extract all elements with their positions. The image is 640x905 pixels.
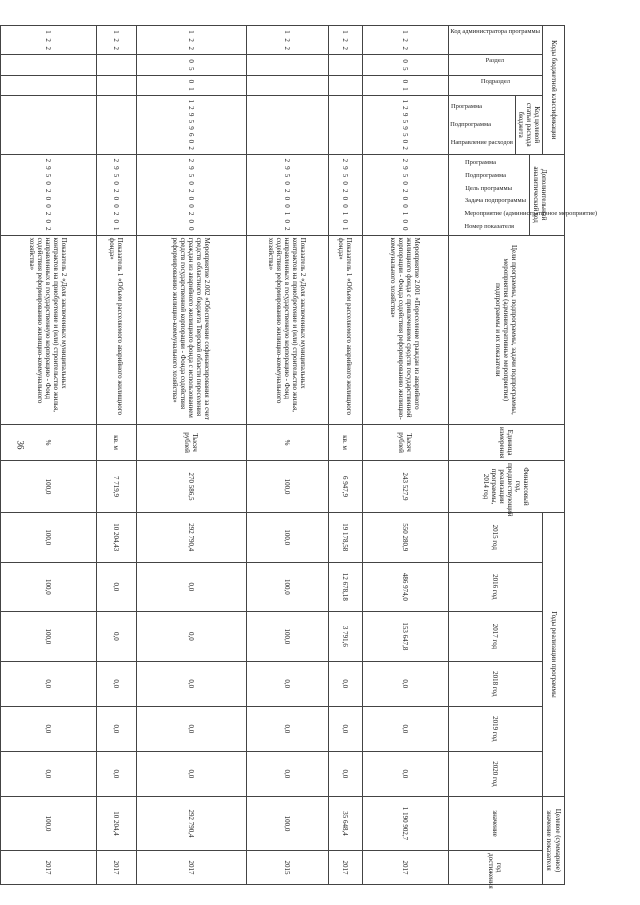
- code-digit: 2: [44, 38, 53, 42]
- row-value: 0,0: [246, 661, 328, 706]
- code-digit: 5: [341, 173, 350, 178]
- budget-table-sheet: [27, 25, 598, 889]
- razdel-cell: [246, 55, 328, 75]
- extra-code-cell: [96, 154, 136, 235]
- code-digit: 2: [44, 211, 53, 216]
- row-value: 100,0: [246, 612, 328, 662]
- row-value: 0,0: [246, 751, 328, 796]
- code-digit: 2: [112, 46, 121, 50]
- code-digit: 2: [187, 211, 196, 216]
- row-value: 3 791,6: [328, 612, 362, 662]
- row-value: 100,0: [246, 512, 328, 562]
- code-digit: 2: [341, 46, 350, 50]
- row-value: 0,0: [96, 751, 136, 796]
- row-value: 100,0: [246, 562, 328, 612]
- code-digit: 2: [44, 46, 53, 50]
- code-digit: 0: [283, 181, 292, 185]
- target-article-cell: [328, 95, 362, 154]
- row-value: 0,0: [362, 706, 448, 751]
- code-digit: 0: [401, 79, 410, 84]
- code-digit: 0: [401, 219, 410, 223]
- code-digit: 5: [187, 67, 196, 71]
- code-digit: 0: [283, 196, 292, 201]
- code-digit: 5: [112, 173, 121, 178]
- code-digit: 1: [44, 30, 53, 34]
- header-year-2017: 2017 год: [448, 612, 542, 662]
- header-extra-subcol: Программа: [464, 159, 496, 167]
- row-unit: %: [0, 425, 96, 461]
- code-digit: 2: [187, 106, 196, 110]
- code-digit: 2: [341, 38, 350, 42]
- target-article-cell: [136, 95, 246, 154]
- row-value: 486 974,0: [362, 562, 448, 612]
- extra-code-cell: [328, 154, 362, 235]
- code-digit: 1: [187, 87, 196, 91]
- code-digit: 5: [401, 119, 410, 124]
- row-value: 2017: [136, 851, 246, 885]
- extra-code-cell: [362, 154, 448, 235]
- row-value: 0,0: [136, 562, 246, 612]
- code-digit: 1: [187, 30, 196, 34]
- header-year-2020: 2020 год: [448, 751, 542, 796]
- row-value: 100,0: [0, 461, 96, 513]
- row-value: 0,0: [362, 661, 448, 706]
- row-value: 6 947,9: [328, 461, 362, 513]
- code-digit: 2: [112, 189, 121, 193]
- row-value: 292 790,4: [136, 512, 246, 562]
- row-value: 0,0: [328, 751, 362, 796]
- row-value: 0,0: [96, 562, 136, 612]
- row-value: 270 586,5: [136, 461, 246, 513]
- target-article-cell: [0, 95, 96, 154]
- row-value: 153 647,8: [362, 612, 448, 662]
- code-digit: 1: [341, 30, 350, 34]
- row-value: 100,0: [246, 796, 328, 850]
- row-value: 0,0: [136, 706, 246, 751]
- row-value: 2017: [328, 851, 362, 885]
- admin-code-cell: [362, 26, 448, 55]
- code-digit: 9: [401, 126, 410, 130]
- header-target-value: значение: [448, 796, 542, 850]
- code-digit: 0: [44, 181, 53, 185]
- row-value: 0,0: [96, 706, 136, 751]
- row-name: Показатель 2 «Доля заключенных муниципальных контрактов на приобретение и (или) строительство жилья, направленных в государственную корпорацию - Фонд содействия реформированию жилищно-коммунального хозяйства»: [246, 235, 328, 424]
- row-value: 10 204,43: [96, 512, 136, 562]
- row-value: 0,0: [328, 661, 362, 706]
- admin-code-cell: [328, 26, 362, 55]
- code-digit: 0: [401, 139, 410, 144]
- header-extra-subcol: Номер показателя: [464, 222, 515, 230]
- row-value: 2017: [96, 851, 136, 885]
- budget-table: [0, 25, 598, 889]
- podrazdel-cell: [362, 75, 448, 95]
- code-digit: 1: [283, 30, 292, 34]
- razdel-cell: [96, 55, 136, 75]
- header-years-group: Годы реализации программы: [543, 512, 565, 796]
- header-razdel: Раздел: [448, 55, 542, 75]
- code-digit: 0: [341, 204, 350, 208]
- row-value: 0,0: [136, 661, 246, 706]
- admin-code-cell: [96, 26, 136, 55]
- header-year-2015: 2015 год: [448, 512, 542, 562]
- code-digit: 0: [401, 204, 410, 208]
- admin-code-cell: [0, 26, 96, 55]
- row-unit: Тысяч рублей: [136, 425, 246, 461]
- table-row: [246, 26, 328, 885]
- table-body: [0, 26, 448, 885]
- row-value: 0,0: [328, 706, 362, 751]
- row-name: Показатель 2 «Доля заключенных муниципальных контрактов на приобретение и (или) строительство жилья, направленных в государственную корпорацию - Фонд содействия реформированию жилищно-коммунального хозяйства»: [0, 235, 96, 424]
- header-target: Целевое (суммарное) значение показателя: [543, 796, 565, 884]
- header-extra-code-title: Дополнительный аналитический код: [529, 155, 550, 235]
- code-digit: 0: [187, 181, 196, 185]
- code-digit: 0: [401, 227, 410, 231]
- code-digit: 2: [341, 189, 350, 193]
- razdel-cell: [136, 55, 246, 75]
- code-digit: 0: [44, 196, 53, 201]
- header-year-2018: 2018 год: [448, 661, 542, 706]
- code-digit: 2: [283, 227, 292, 231]
- row-value: 550 280,9: [362, 512, 448, 562]
- table-row: [136, 26, 246, 885]
- code-digit: 0: [401, 181, 410, 185]
- row-value: 100,0: [0, 612, 96, 662]
- code-digit: 0: [187, 139, 196, 144]
- code-digit: 1: [341, 211, 350, 216]
- extra-code-cell: [0, 154, 96, 235]
- code-digit: 5: [401, 173, 410, 178]
- header-extra-code: [448, 154, 598, 235]
- row-value: 0,0: [136, 612, 246, 662]
- code-digit: 0: [401, 196, 410, 201]
- header-target-article: Код целевой статьи расхода бюджета: [515, 95, 542, 154]
- header-extra-subcol: Мероприятие (административное мероприятие): [464, 209, 598, 217]
- row-value: 2017: [362, 851, 448, 885]
- podrazdel-cell: [328, 75, 362, 95]
- code-digit: 2: [44, 227, 53, 231]
- code-digit: 0: [283, 204, 292, 208]
- code-digit: 2: [283, 38, 292, 42]
- code-digit: 2: [112, 158, 121, 163]
- razdel-cell: [362, 55, 448, 75]
- code-digit: 9: [44, 166, 53, 170]
- code-digit: 1: [187, 99, 196, 103]
- code-digit: 9: [187, 112, 196, 117]
- code-digit: 2: [187, 38, 196, 42]
- row-value: 100,0: [0, 512, 96, 562]
- header-unit: Единица измерения: [448, 425, 564, 461]
- code-digit: 2: [112, 211, 121, 216]
- row-value: 100,0: [246, 461, 328, 513]
- row-name: Мероприятие 2.002 «Обеспечение софинансирования за счет средств областного бюджета Тверской области переселения граждан из аварийного жилищного фонда с использованием средств государственной корпорации - Фонда содействия реформированию жилищно-коммунального хозяйства»: [136, 235, 246, 424]
- code-digit: 0: [187, 227, 196, 231]
- code-digit: 9: [187, 166, 196, 170]
- code-digit: 1: [401, 211, 410, 216]
- header-name: Цели программы, подпрограммы, задачи подпрограммы, мероприятия (административные мероприятия) подпрограммы и их показатели: [448, 235, 564, 424]
- row-value: 10 204,4: [96, 796, 136, 850]
- code-digit: 5: [401, 67, 410, 71]
- code-digit: 2: [44, 158, 53, 163]
- header-fin-year: Финансовый год, предшествующий реализации программы, 2014 год: [448, 461, 564, 513]
- row-value: 1 190 902,7: [362, 796, 448, 850]
- code-digit: 2: [401, 146, 410, 150]
- code-digit: 0: [187, 204, 196, 208]
- row-name: Мероприятие 2.001 «Переселение граждан из аварийного жилищного фонда с привлечением средств государственной корпорации - Фонда содействия реформированию жилищно-коммунального хозяйства»: [362, 235, 448, 424]
- code-digit: 5: [187, 119, 196, 124]
- row-name: Показатель 1 «Объем расселяемого аварийного жилищного фонда»: [96, 235, 136, 424]
- code-digit: 2: [401, 46, 410, 50]
- code-digit: 9: [187, 126, 196, 130]
- header-napravlenie: Направление расходов: [450, 138, 513, 146]
- code-digit: 2: [44, 189, 53, 193]
- code-digit: 2: [187, 158, 196, 163]
- row-value: 12 678,18: [328, 562, 362, 612]
- row-unit: кв. м: [328, 425, 362, 461]
- row-value: 2017: [0, 851, 96, 885]
- header-extra-subcol: Цель программы: [464, 184, 512, 192]
- admin-code-cell: [246, 26, 328, 55]
- header-budget-codes: Коды бюджетной классификации: [543, 26, 565, 155]
- row-value: 0,0: [136, 751, 246, 796]
- row-value: 0,0: [246, 706, 328, 751]
- code-digit: 0: [341, 181, 350, 185]
- podrazdel-cell: [0, 75, 96, 95]
- admin-code-cell: [136, 26, 246, 55]
- razdel-cell: [0, 55, 96, 75]
- code-digit: 5: [401, 132, 410, 137]
- row-value: 243 527,9: [362, 461, 448, 513]
- code-digit: 9: [341, 166, 350, 170]
- row-value: 0,0: [0, 706, 96, 751]
- code-digit: 1: [401, 30, 410, 34]
- target-article-cell: [362, 95, 448, 154]
- row-value: 292 790,4: [136, 796, 246, 850]
- code-digit: 0: [187, 219, 196, 223]
- table-row: [328, 26, 362, 885]
- page-number: 36: [15, 440, 26, 450]
- header-programma: Программа: [450, 103, 482, 111]
- code-digit: 2: [187, 46, 196, 50]
- target-article-cell: [246, 95, 328, 154]
- row-value: 100,0: [0, 562, 96, 612]
- razdel-cell: [328, 55, 362, 75]
- code-digit: 2: [112, 38, 121, 42]
- row-value: 2015: [246, 851, 328, 885]
- header-target-article-subcols: [448, 95, 515, 154]
- row-value: 0,0: [0, 751, 96, 796]
- header-admin-code: Код администратора программы: [448, 26, 542, 55]
- header-podprogramma: Подпрограмма: [450, 120, 492, 128]
- code-digit: 9: [112, 166, 121, 170]
- code-digit: 2: [283, 46, 292, 50]
- table-row: [96, 26, 136, 885]
- code-digit: 0: [187, 79, 196, 84]
- row-value: 100,0: [0, 796, 96, 850]
- code-digit: 5: [283, 173, 292, 178]
- code-digit: 2: [187, 189, 196, 193]
- code-digit: 2: [401, 158, 410, 163]
- code-digit: 1: [401, 87, 410, 91]
- extra-code-cell: [136, 154, 246, 235]
- code-digit: 9: [401, 166, 410, 170]
- extra-code-cell: [246, 154, 328, 235]
- code-digit: 9: [401, 112, 410, 117]
- code-digit: 0: [112, 196, 121, 201]
- code-digit: 1: [401, 99, 410, 103]
- code-digit: 5: [44, 173, 53, 178]
- code-digit: 1: [341, 227, 350, 231]
- row-unit: Тысяч рублей: [362, 425, 448, 461]
- header-extra-subcol: Задача подпрограммы: [464, 197, 526, 205]
- code-digit: 2: [283, 189, 292, 193]
- code-digit: 0: [112, 181, 121, 185]
- code-digit: 1: [112, 227, 121, 231]
- row-value: 0,0: [362, 751, 448, 796]
- header-extra-subcol: Подпрограмма: [464, 171, 506, 179]
- code-digit: 2: [341, 158, 350, 163]
- row-value: 35 648,4: [328, 796, 362, 850]
- code-digit: 0: [283, 219, 292, 223]
- code-digit: 0: [187, 59, 196, 63]
- code-digit: 6: [187, 132, 196, 137]
- header-target-year: год достижения: [448, 851, 542, 885]
- table-row: [362, 26, 448, 885]
- header-podrazdel: Подраздел: [448, 75, 542, 95]
- code-digit: 2: [401, 106, 410, 110]
- row-value: 19 178,58: [328, 512, 362, 562]
- row-value: 0,0: [96, 661, 136, 706]
- code-digit: 5: [187, 173, 196, 178]
- code-digit: 0: [401, 59, 410, 63]
- row-unit: кв. м: [96, 425, 136, 461]
- rotated-page: [27, 25, 598, 889]
- row-unit: %: [246, 425, 328, 461]
- code-digit: 0: [112, 219, 121, 223]
- code-digit: 9: [283, 166, 292, 170]
- podrazdel-cell: [96, 75, 136, 95]
- code-digit: 2: [283, 158, 292, 163]
- code-digit: 1: [112, 30, 121, 34]
- code-digit: 0: [341, 196, 350, 201]
- table-row: [0, 26, 96, 885]
- podrazdel-cell: [246, 75, 328, 95]
- code-digit: 0: [187, 196, 196, 201]
- code-digit: 2: [187, 146, 196, 150]
- code-digit: 2: [401, 189, 410, 193]
- row-value: 0,0: [0, 661, 96, 706]
- row-value: 0,0: [96, 612, 136, 662]
- row-value: 7 719,9: [96, 461, 136, 513]
- code-digit: 0: [112, 204, 121, 208]
- code-digit: 0: [44, 219, 53, 223]
- row-name: Показатель 1 «Объем расселяемого аварийного жилищного фонда»: [328, 235, 362, 424]
- header-year-2019: 2019 год: [448, 706, 542, 751]
- podrazdel-cell: [136, 75, 246, 95]
- code-digit: 1: [283, 211, 292, 216]
- code-digit: 0: [341, 219, 350, 223]
- code-digit: 2: [401, 38, 410, 42]
- target-article-cell: [96, 95, 136, 154]
- header-year-2016: 2016 год: [448, 562, 542, 612]
- code-digit: 0: [44, 204, 53, 208]
